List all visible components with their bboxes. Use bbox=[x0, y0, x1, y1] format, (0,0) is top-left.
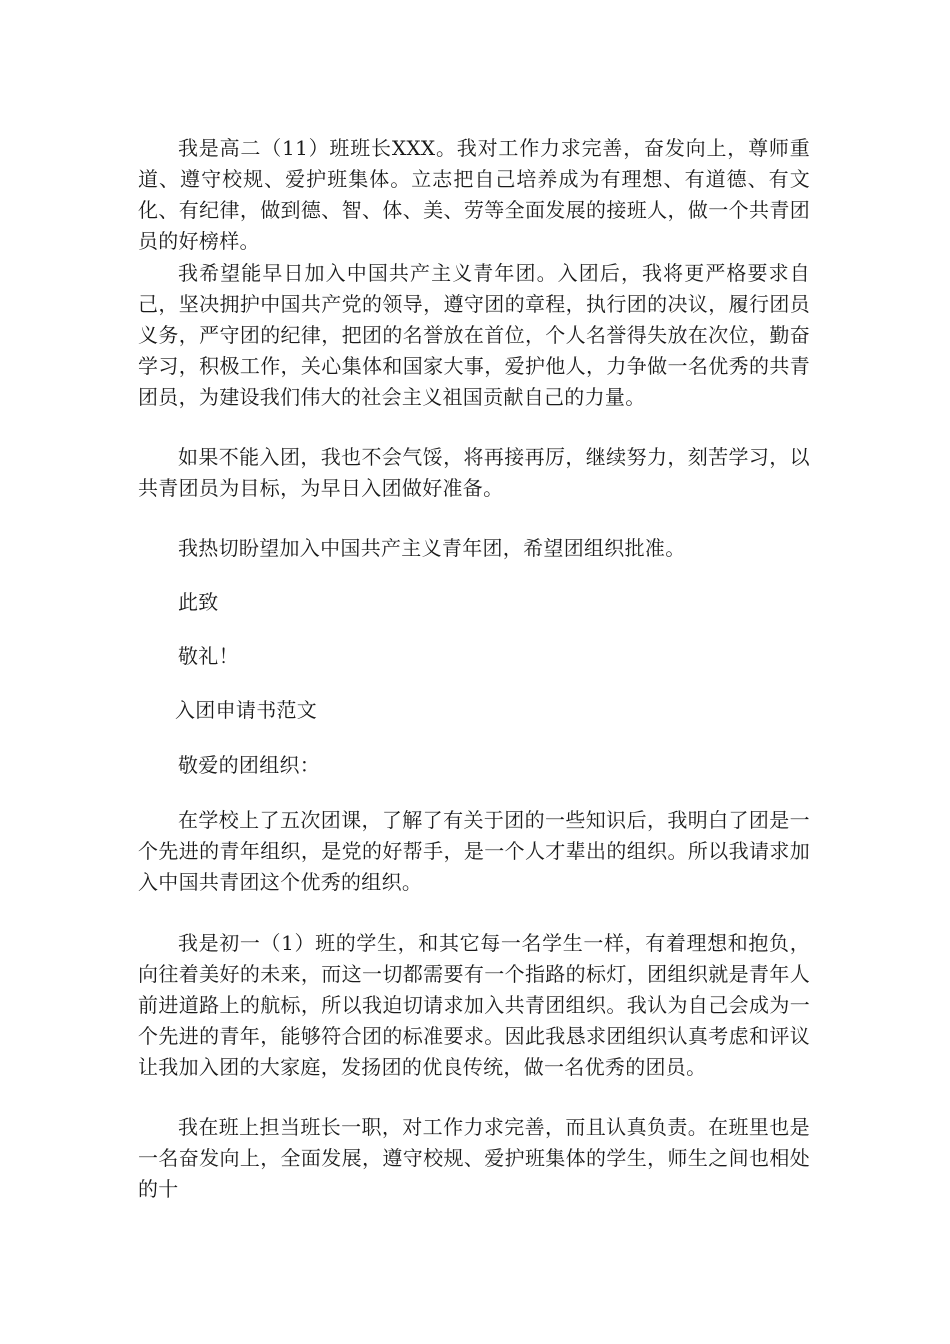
paragraph-intro: 我是高二（11）班班长XXX。我对工作力求完善，奋发向上，尊师重道、遵守校规、爱护班集体。立志把自己培养成为有理想、有道德、有文化、有纪律，做到德、智、体、美、劳等全面发展的接班人，做一个共青团员的好榜样。 bbox=[138, 136, 810, 253]
paragraph-lessons: 在学校上了五次团课，了解了有关于团的一些知识后，我明白了团是一个先进的青年组织，是党的好帮手，是一个人才辈出的组织。所以我请求加入中国共青团这个优秀的组织。 bbox=[138, 808, 810, 894]
section-heading: 入团申请书范文 bbox=[175, 698, 318, 722]
paragraph-student: 我是初一（1）班的学生，和其它每一名学生一样，有着理想和抱负，向往着美好的未来，而这一切都需要有一个指路的标灯，团组织就是青年人前进道路上的航标，所以我迫切请求加入共青团组织。我认为自己会成为一个先进的青年，能够符合团的标准要求。因此我恳求团组织认真考虑和评议让我加入团的大家庭，发扬团的优良传统，做一名优秀的团员。 bbox=[138, 931, 810, 1079]
closing-line-1: 此致 bbox=[178, 590, 219, 614]
paragraph-request: 我热切盼望加入中国共产主义青年团，希望团组织批准。 bbox=[178, 536, 686, 560]
salutation: 敬爱的团组织： bbox=[178, 753, 321, 777]
paragraph-monitor: 我在班上担当班长一职，对工作力求完善，而且认真负责。在班里也是一名奋发向上，全面发展，遵守校规、爱护班集体的学生，师生之间也相处的十 bbox=[138, 1115, 810, 1201]
closing-line-2: 敬礼！ bbox=[178, 644, 239, 668]
paragraph-resolve: 如果不能入团，我也不会气馁，将再接再厉，继续努力，刻苦学习，以共青团员为目标，为早日入团做好准备。 bbox=[138, 445, 810, 500]
paragraph-pledge: 我希望能早日加入中国共产主义青年团。入团后，我将更严格要求自己，坚决拥护中国共产党的领导，遵守团的章程，执行团的决议，履行团员义务，严守团的纪律，把团的名誉放在首位，个人名誉得失放在次位，勤奋学习，积极工作，关心集体和国家大事，爱护他人，力争做一名优秀的共青团员，为建设我们伟大的社会主义祖国贡献自己的力量。 bbox=[138, 261, 810, 409]
